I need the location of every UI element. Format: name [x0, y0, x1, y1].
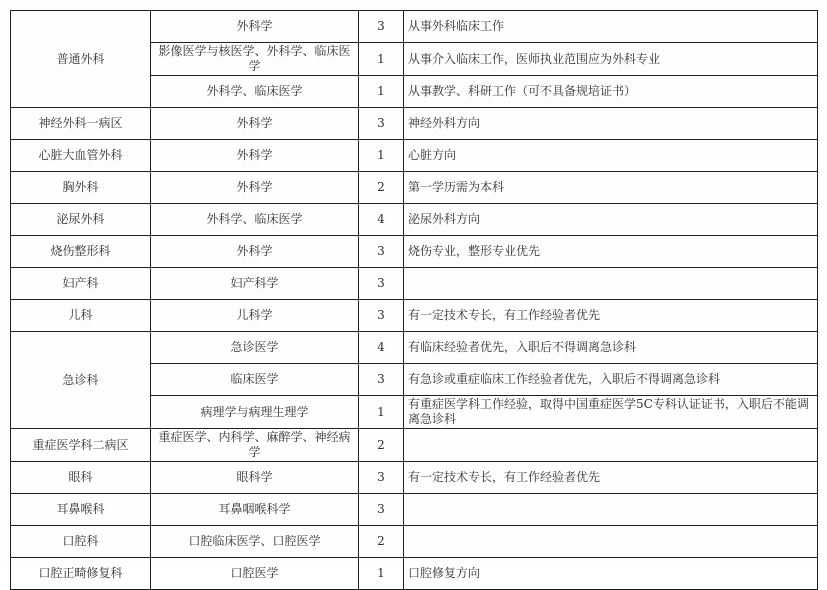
requirement-cell: 有一定技术专长，有工作经验者优先 — [404, 462, 818, 494]
requirement-cell — [404, 494, 818, 526]
count-cell: 1 — [359, 558, 404, 590]
requirement-cell: 从事外科临床工作 — [404, 11, 818, 43]
department-cell: 泌尿外科 — [11, 204, 151, 236]
major-cell: 外科学、临床医学 — [151, 76, 359, 108]
table-row — [11, 462, 818, 494]
requirement-cell: 泌尿外科方向 — [404, 204, 818, 236]
count-cell: 1 — [359, 396, 404, 429]
count-cell: 1 — [359, 76, 404, 108]
count-cell: 3 — [359, 364, 404, 396]
table-row — [11, 108, 818, 140]
table-row — [11, 332, 818, 364]
major-cell: 耳鼻咽喉科学 — [151, 494, 359, 526]
department-cell: 口腔科 — [11, 526, 151, 558]
major-cell: 外科学 — [151, 140, 359, 172]
requirement-cell: 有重症医学科工作经验，取得中国重症医学5C专科认证证书，入职后不能调离急诊科 — [404, 396, 818, 429]
table-row — [11, 429, 818, 462]
requirement-cell: 烧伤专业，整形专业优先 — [404, 236, 818, 268]
count-cell: 2 — [359, 526, 404, 558]
count-cell: 3 — [359, 268, 404, 300]
count-cell: 3 — [359, 236, 404, 268]
table-row — [11, 204, 818, 236]
requirement-cell: 有临床经验者优先，入职后不得调离急诊科 — [404, 332, 818, 364]
table-row — [11, 558, 818, 590]
requirement-cell: 从事介入临床工作，医师执业范围应为外科专业 — [404, 43, 818, 76]
table-row — [11, 11, 818, 43]
department-cell: 神经外科一病区 — [11, 108, 151, 140]
department-cell: 普通外科 — [11, 11, 151, 108]
major-cell: 妇产科学 — [151, 268, 359, 300]
requirement-cell: 口腔修复方向 — [404, 558, 818, 590]
table-row — [11, 172, 818, 204]
count-cell: 1 — [359, 43, 404, 76]
department-cell: 口腔正畸修复科 — [11, 558, 151, 590]
count-cell: 3 — [359, 108, 404, 140]
requirement-cell: 从事教学、科研工作（可不具备规培证书） — [404, 76, 818, 108]
requirement-cell: 神经外科方向 — [404, 108, 818, 140]
requirement-cell: 有急诊或重症临床工作经验者优先，入职后不得调离急诊科 — [404, 364, 818, 396]
major-cell: 外科学 — [151, 172, 359, 204]
department-cell: 重症医学科二病区 — [11, 429, 151, 462]
major-cell: 影像医学与核医学、外科学、临床医学 — [151, 43, 359, 76]
count-cell: 4 — [359, 204, 404, 236]
major-cell: 口腔医学 — [151, 558, 359, 590]
department-cell: 烧伤整形科 — [11, 236, 151, 268]
major-cell: 病理学与病理生理学 — [151, 396, 359, 429]
department-cell: 妇产科 — [11, 268, 151, 300]
major-cell: 眼科学 — [151, 462, 359, 494]
recruitment-table-body — [11, 11, 818, 590]
count-cell: 3 — [359, 494, 404, 526]
table-row — [11, 494, 818, 526]
count-cell: 2 — [359, 429, 404, 462]
major-cell: 急诊医学 — [151, 332, 359, 364]
table-row — [11, 526, 818, 558]
department-cell: 眼科 — [11, 462, 151, 494]
major-cell: 口腔临床医学、口腔医学 — [151, 526, 359, 558]
requirement-cell — [404, 268, 818, 300]
count-cell: 3 — [359, 300, 404, 332]
department-cell: 急诊科 — [11, 332, 151, 429]
requirement-cell: 心脏方向 — [404, 140, 818, 172]
major-cell: 外科学 — [151, 108, 359, 140]
department-cell: 心脏大血管外科 — [11, 140, 151, 172]
major-cell: 重症医学、内科学、麻醉学、神经病学 — [151, 429, 359, 462]
major-cell: 外科学 — [151, 236, 359, 268]
major-cell: 外科学 — [151, 11, 359, 43]
table-row — [11, 300, 818, 332]
requirement-cell: 第一学历需为本科 — [404, 172, 818, 204]
table-row — [11, 140, 818, 172]
requirement-cell — [404, 429, 818, 462]
recruitment-table — [10, 10, 818, 590]
table-row — [11, 268, 818, 300]
department-cell: 儿科 — [11, 300, 151, 332]
count-cell: 3 — [359, 462, 404, 494]
requirement-cell — [404, 526, 818, 558]
major-cell: 临床医学 — [151, 364, 359, 396]
requirement-cell: 有一定技术专长，有工作经验者优先 — [404, 300, 818, 332]
major-cell: 儿科学 — [151, 300, 359, 332]
count-cell: 4 — [359, 332, 404, 364]
major-cell: 外科学、临床医学 — [151, 204, 359, 236]
department-cell: 胸外科 — [11, 172, 151, 204]
count-cell: 3 — [359, 11, 404, 43]
table-row — [11, 236, 818, 268]
count-cell: 2 — [359, 172, 404, 204]
count-cell: 1 — [359, 140, 404, 172]
department-cell: 耳鼻喉科 — [11, 494, 151, 526]
